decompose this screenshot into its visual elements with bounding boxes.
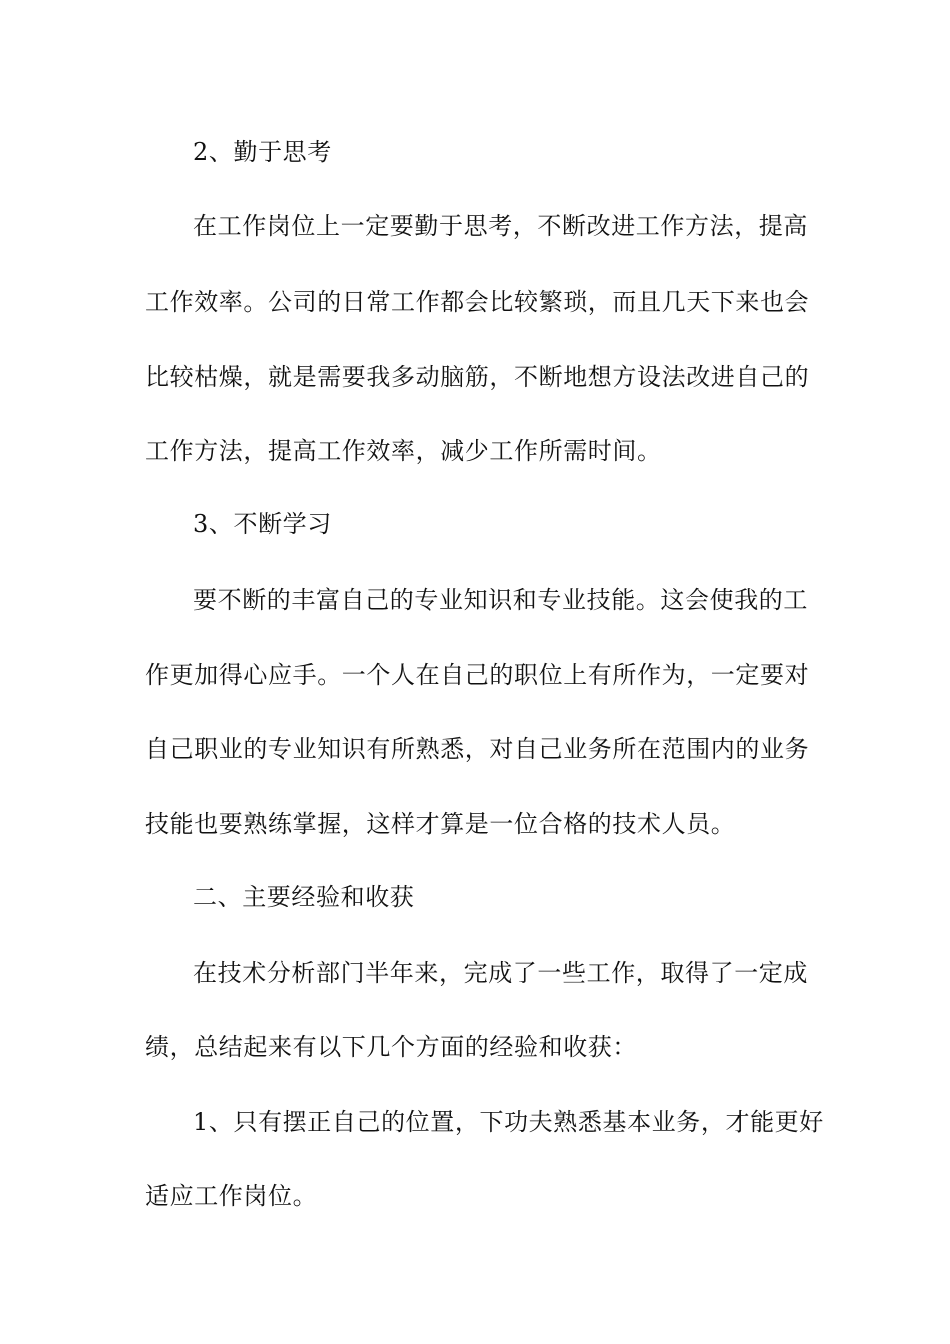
paragraph-line: 要不断的丰富自己的专业知识和专业技能。这会使我的工 [193,586,808,614]
paragraph-line: 1、只有摆正自己的位置，下功夫熟悉基本业务，才能更好 [193,1108,824,1136]
paragraph-line: 在工作岗位上一定要勤于思考，不断改进工作方法，提高 [193,212,808,240]
paragraph-line: 技能也要熟练掌握，这样才算是一位合格的技术人员。 [145,810,736,838]
paragraph-line: 比较枯燥，就是需要我多动脑筋，不断地想方设法改进自己的 [145,363,810,391]
paragraph-line: 自己职业的专业知识有所熟悉，对自己业务所在范围内的业务 [145,735,810,763]
heading-main-experience: 二、主要经验和收获 [193,883,415,911]
paragraph-line: 在技术分析部门半年来，完成了一些工作，取得了一定成 [193,959,808,987]
paragraph-line: 绩，总结起来有以下几个方面的经验和收获： [145,1033,637,1061]
heading-continuous-learning: 3、不断学习 [193,510,332,538]
paragraph-line: 工作方法，提高工作效率，减少工作所需时间。 [145,437,662,465]
heading-diligent-thinking: 2、勤于思考 [193,138,332,166]
paragraph-line: 工作效率。公司的日常工作都会比较繁琐，而且几天下来也会 [145,288,810,316]
paragraph-line: 适应工作岗位。 [145,1182,318,1210]
paragraph-line: 作更加得心应手。一个人在自己的职位上有所作为，一定要对 [145,661,810,689]
